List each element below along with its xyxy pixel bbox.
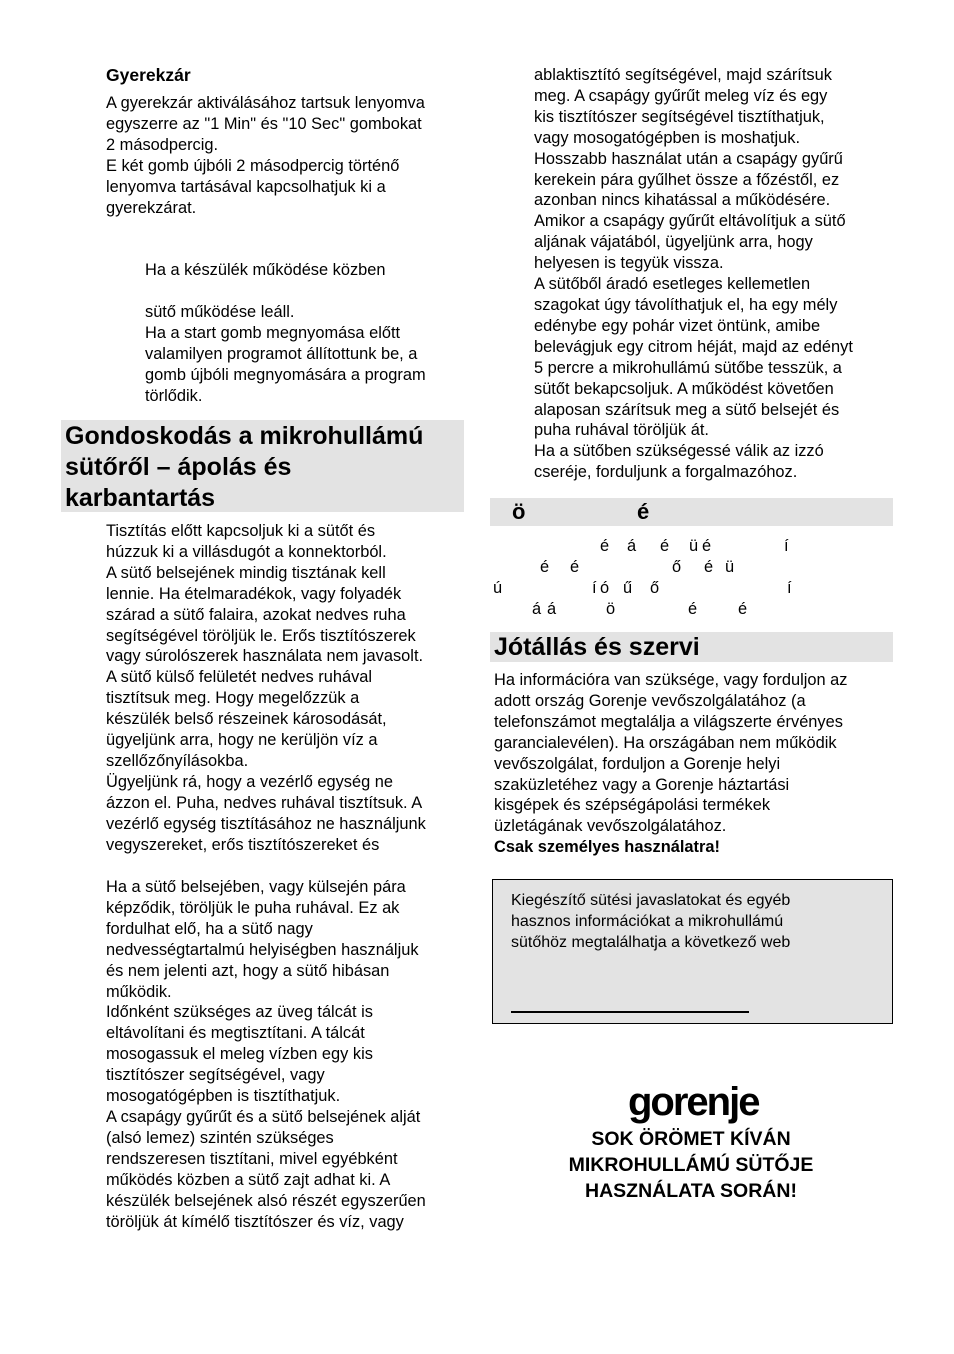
text-line: szagokat úgy távolíthatjuk el, ha egy mély [534,295,838,314]
glyph: é [704,558,714,576]
glyph: í [784,537,789,555]
text-line: lenyomva tartásával kapcsolhatjuk ki a [106,177,386,196]
personal-use-note: Csak személyes használatra! [494,838,720,857]
text-line: készülék belsejének alsó részét egyszerűen [106,1191,426,1210]
link-underline [511,1011,749,1013]
text-line: vagy súrolószerek használata nem javasolt. [106,647,424,666]
text-line: aljának vájatából, ügyeljünk arra, hogy [534,233,813,252]
text-line: Ha a start gomb megnyomása előtt [145,323,401,342]
child-lock-heading: Gyerekzár [106,65,191,85]
glyph: é [738,600,748,618]
text-line: (alsó lemez) szintén szükséges [106,1128,334,1147]
text-line: működik. [106,982,172,1001]
text-line: gomb újbóli megnyomására a program [145,365,426,384]
heading-glyph: ö [512,499,526,524]
web-info-box [492,879,893,1024]
text-line: és nem jelenti azt, hogy a sütő hibásan [106,961,390,980]
text-line: kisgépek és szépségápolási termékek [494,796,771,815]
environment-text [490,536,893,620]
text-line: képződik, töröljük le puha ruhával. Ez ak [106,898,400,917]
text-line: kerekein pára gyűlhet össze a főzéstől, ez [534,170,840,189]
glyph: ó [600,579,610,597]
glyph: é [702,537,712,555]
text-line: Ha a sütő belsejében, vagy külsején pára [106,878,406,896]
glyph: é [600,537,610,555]
heading-glyph: é [637,499,650,524]
environment-section-heading [490,498,893,526]
text-line: valamilyen programot állítottunk be, a [145,344,418,363]
text-line: belevágjuk egy citrom héját, majd az edényt [534,337,853,356]
text-line: mosogassuk el meleg vízben egy kis [106,1045,373,1064]
glyph: ü [725,558,735,576]
glyph: á [547,600,557,618]
text-line: meg. A csapágy gyűrűt meleg víz és egy [534,86,828,105]
glyph: ü [689,537,699,555]
glyph: ö [606,600,616,618]
text-line: sütőhöz megtalálhatja a következő web [511,934,791,951]
web-info-text [511,890,790,953]
text-line: ablaktisztító segítségével, majd szárítsuk [534,66,832,84]
glyph: ő [650,579,660,597]
text-line: készülék belső részeinek károsodását, [106,710,387,729]
text-line: vegyszereket, erős tisztítószereket és [106,835,380,854]
text-line: Tisztítás előtt kapcsoljuk ki a sütőt és [106,522,376,540]
care-section-heading [61,420,464,512]
heading-line: Gondoskodás a mikrohullámú [65,422,424,450]
text-line: kis tisztítószer segítségével tisztíthatjuk, [534,107,825,126]
text-line: szaküzletéhez vagy a Gorenje háztartási [494,775,790,794]
text-line: A sütőből áradó esetleges kellemetlen [534,275,811,294]
text-line: edénybe egy pohár vizet öntünk, amibe [534,316,821,335]
text-line: gyerekzárat. [106,198,197,217]
text-line: lennie. Ha ételmaradékok, vagy folyadék [106,584,402,603]
text-line: azonban nincs kihatással a működésére. [534,191,831,210]
text-line: cseréje, forduljunk a forgalmazóhoz. [534,463,798,482]
glyph: í [592,579,597,597]
pause-note-line1: Ha a készülék működése közben [145,261,386,279]
warranty-text [494,670,848,858]
child-lock-text [106,93,425,218]
care-continued-text [534,65,853,483]
gorenje-logo: gorenje [628,1080,759,1124]
care-paragraph-1 [106,521,426,856]
text-line: szárad a sütő falaira, azokat nedves ruha [106,605,406,624]
text-line: szellőzőnyílásokba. [106,751,249,770]
text-line: Ha információra van szüksége, vagy forduljon az [494,671,848,689]
glyph: é [688,600,698,618]
text-line: Amikor a csapágy gyűrűt eltávolítjuk a sütő [534,212,846,231]
text-line: Időnként szükséges az üveg tálcát is [106,1003,373,1022]
text-line: sütőt bekapcsoljuk. A működést követően [534,379,834,398]
slogan-line: MIKROHULLÁMÚ SÜTŐJE [568,1154,814,1176]
text-line: Ügyeljünk rá, hogy a vezérlő egység ne [106,772,394,791]
text-line: nedvességtartalmú helyiségben használjuk [106,940,419,959]
text-line: tisztítószer segítségével, vagy [106,1066,325,1085]
glyph: ő [672,558,682,576]
text-line: üzletágának vevőszolgálatához. [494,817,727,836]
text-line: rendszeresen tisztítani, mivel egyébként [106,1149,398,1168]
text-line: segítségével töröljük le. Erős tisztítószerek [106,626,416,645]
text-line: törlődik. [145,386,203,405]
glyph: á [532,600,542,618]
text-line: helyesen is tegyük vissza. [534,254,724,273]
text-line: alaposan szárítsuk meg a sütő belsejét és [534,400,840,419]
text-line: A sütő külső felületét nedves ruhával [106,668,373,687]
heading-line: karbantartás [65,484,216,512]
text-line: vezérlő egység tisztításához ne használjunk [106,814,426,833]
text-line: mosogatógépben is tisztíthatjuk. [106,1087,341,1106]
glyph: é [660,537,670,555]
glyph: é [570,558,580,576]
text-line: Ha a sütőben szükségessé válik az izzó [534,442,824,461]
text-line: sütő működése leáll. [145,303,295,321]
text-line: vagy mosogatógépben is moshatjuk. [534,128,801,147]
pause-note-text [145,302,426,407]
text-line: ügyeljünk arra, hogy ne kerüljön víz a [106,731,378,750]
text-line: eltávolítani és megtisztítani. A tálcát [106,1024,365,1043]
slogan-line: HASZNÁLATA SORÁN! [585,1180,797,1202]
text-line: 2 másodpercig. [106,135,219,154]
text-line: Hosszabb használat után a csapágy gyűrű [534,149,843,168]
glyph: ű [623,579,633,597]
text-line: húzzuk ki a villásdugót a konnektorból. [106,542,387,561]
glyph: á [627,537,637,555]
text-line: A gyerekzár aktiválásához tartsuk lenyomva [106,94,425,112]
text-line: adott ország Gorenje vevőszolgálatához (a [494,691,806,710]
text-line: garancialevélen). Ha országában nem működik [494,733,837,752]
text-line: A sütő belsejének mindig tisztának kell [106,563,386,582]
text-line: töröljük át kímélő tisztítószer és víz, vagy [106,1212,404,1231]
text-line: hasznos információkat a mikrohullámú [511,913,784,930]
text-line: E két gomb újbóli 2 másodpercig történő [106,156,400,175]
text-line: telefonszámot megtalálja a világszerte érvényes [494,712,843,731]
warranty-section-heading: Jótállás és szervi [490,632,893,662]
text-line: működés közben a sütő zajt adhat ki. A [106,1170,391,1189]
text-line: Kiegészítő sütési javaslatokat és egyéb [511,892,791,909]
text-line: vevőszolgálat, forduljon a Gorenje helyi [494,754,781,773]
glyph: ú [493,579,503,597]
text-line: ázzon el. Puha, nedves ruhával tisztítsuk. A [106,793,423,812]
slogan-line: SOK ÖRÖMET KÍVÁN [591,1128,791,1150]
text-line: A csapágy gyűrűt és a sütő belsejének alját [106,1107,421,1126]
glyph: é [540,558,550,576]
text-line: puha ruhával töröljük át. [534,421,709,440]
text-line: egyszerre az "1 Min" és "10 Sec" gombokat [106,114,422,133]
text-line: 5 percre a mikrohullámú sütőbe tesszük, a [534,358,842,377]
text-line: fordulhat elő, ha a sütő nagy [106,919,313,938]
care-paragraph-2 [106,877,426,1232]
slogan [520,1126,862,1204]
text-line: tisztítsuk meg. Hogy megelőzzük a [106,689,360,708]
glyph: í [787,579,792,597]
heading-line: sütőről – ápolás és [65,453,292,481]
